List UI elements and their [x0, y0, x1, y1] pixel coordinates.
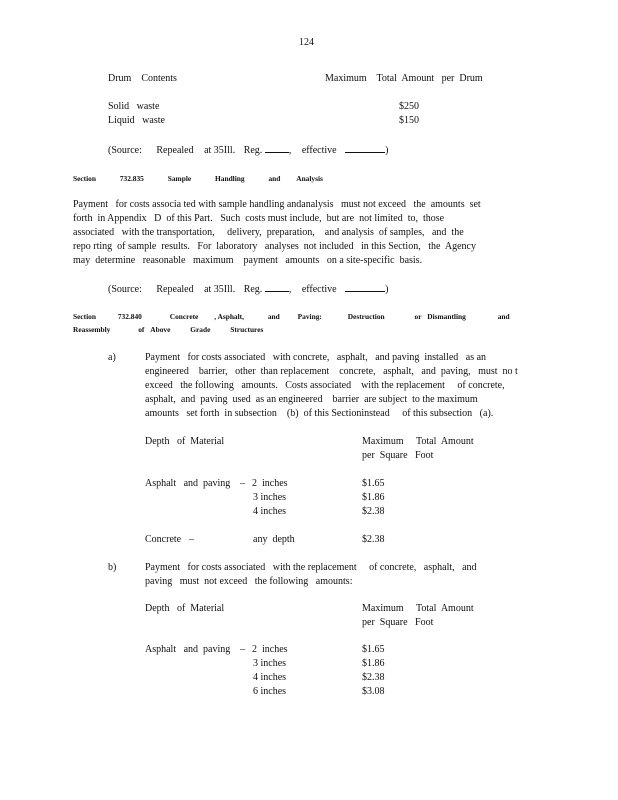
amount-value: $1.86: [362, 658, 385, 669]
amount-value: $2.38: [362, 672, 385, 683]
dash: –: [240, 478, 245, 489]
source-effective: effective: [301, 145, 337, 156]
source-note: (Source: Repealed at 35Ill. Reg. , effective ): [108, 145, 389, 156]
dash: –: [240, 644, 245, 655]
amount-header: Maximum Total Amount: [362, 603, 474, 614]
source-blank: [265, 143, 289, 153]
material-label: Asphalt and paving: [145, 644, 231, 655]
depth-value: 3 inches: [253, 492, 287, 503]
source-at: at 35Ill.: [204, 145, 236, 156]
source-blank: [265, 282, 289, 292]
amount-header: per Square Foot: [362, 450, 434, 461]
section-heading: Section 732.840 Concrete , Asphalt, and Paving: Destruction or Dismantling and: [73, 312, 510, 321]
amount-header: per Square Foot: [362, 617, 434, 628]
source-reg: Reg.: [243, 145, 263, 156]
item-label: a): [108, 352, 116, 363]
dash: –: [189, 534, 194, 545]
drum-row-amount: $150: [399, 115, 419, 126]
amount-value: $3.08: [362, 686, 385, 697]
depth-value: 4 inches: [253, 672, 287, 683]
source-blank: [345, 143, 385, 153]
source-repealed: Repealed: [156, 284, 194, 295]
page-number: 124: [299, 37, 314, 48]
amount-value: $1.86: [362, 492, 385, 503]
item-label: b): [108, 562, 117, 573]
amount-value: $1.65: [362, 478, 385, 489]
amount-value: $2.38: [362, 534, 385, 545]
source-blank: [345, 282, 385, 292]
depth-header: Depth of Material: [145, 603, 225, 614]
material-label: Asphalt and paving: [145, 478, 231, 489]
depth-value: 4 inches: [253, 506, 287, 517]
depth-value: 2 inches: [252, 644, 288, 655]
source-prefix: (Source:: [108, 145, 142, 156]
drum-contents-header: Drum Contents: [108, 73, 177, 84]
source-effective: effective: [301, 284, 337, 295]
section-heading: Reassembly of Above Grade Structures: [73, 325, 264, 334]
material-label: Concrete: [145, 534, 182, 545]
depth-header: Depth of Material: [145, 436, 225, 447]
depth-value: 3 inches: [253, 658, 287, 669]
source-repealed: Repealed: [156, 145, 194, 156]
source-reg: Reg.: [243, 284, 263, 295]
drum-row-contents: Solid waste: [108, 101, 160, 112]
amount-value: $2.38: [362, 506, 385, 517]
source-prefix: (Source:: [108, 284, 142, 295]
depth-value: 6 inches: [253, 686, 287, 697]
section-heading: Section 732.835 Sample Handling and Analysis: [73, 174, 323, 183]
drum-row-amount: $250: [399, 101, 419, 112]
source-note: (Source: Repealed at 35Ill. Reg. , effective ): [108, 284, 389, 295]
drum-amount-header: Maximum Total Amount per Drum: [325, 73, 483, 84]
depth-value: 2 inches: [252, 478, 288, 489]
drum-row-contents: Liquid waste: [108, 115, 165, 126]
source-at: at 35Ill.: [204, 284, 236, 295]
amount-header: Maximum Total Amount: [362, 436, 474, 447]
depth-value: any depth: [253, 534, 295, 545]
amount-value: $1.65: [362, 644, 385, 655]
